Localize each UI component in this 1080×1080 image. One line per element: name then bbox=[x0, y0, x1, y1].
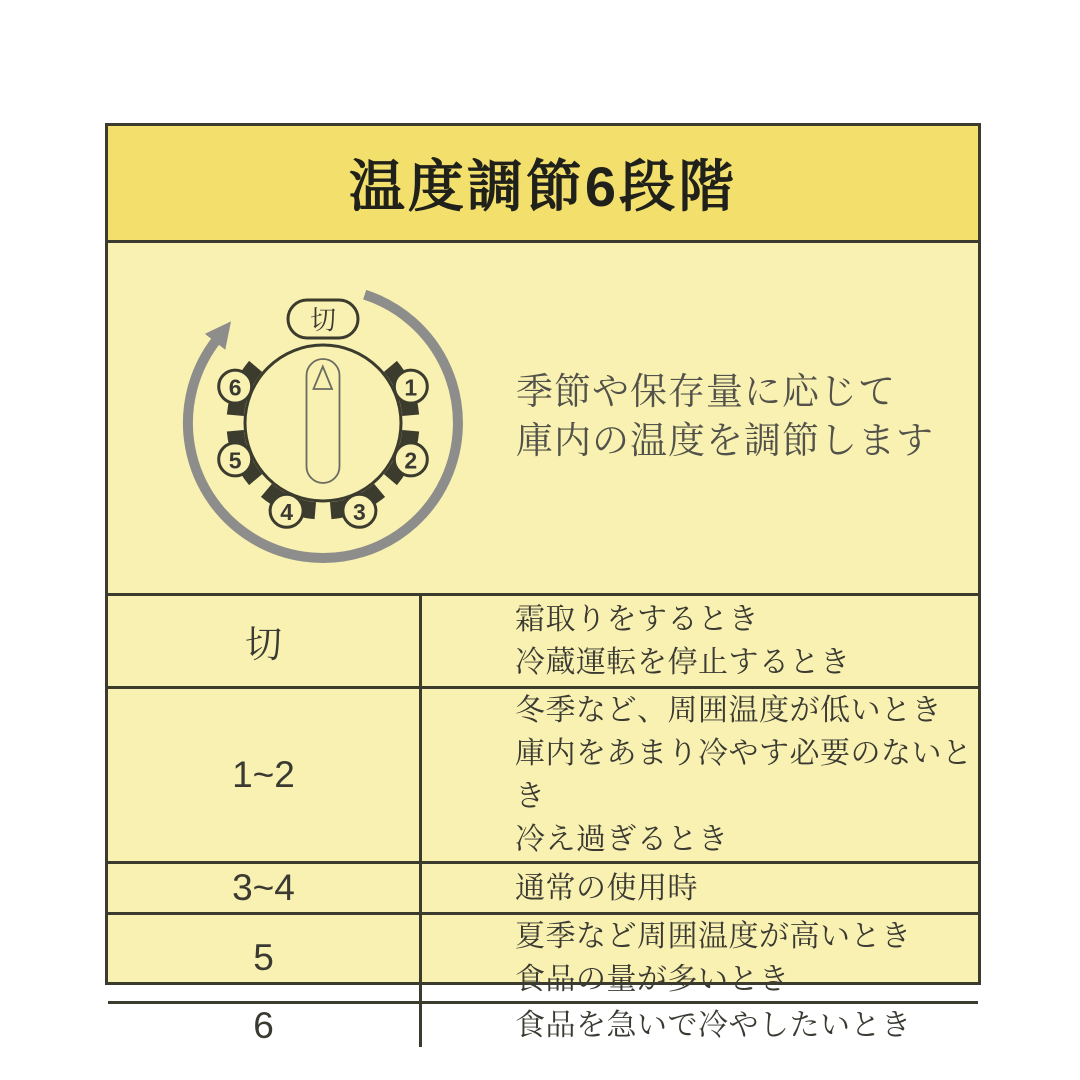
dial-description bbox=[516, 367, 934, 465]
dial-position-5 bbox=[219, 443, 252, 476]
description-line: 通常の使用時 bbox=[515, 871, 698, 905]
off-badge bbox=[288, 300, 358, 338]
setting-label: 1~2 bbox=[108, 689, 422, 861]
dial-position-4 bbox=[270, 494, 303, 527]
dial-position-6 bbox=[219, 370, 252, 403]
dial-number-label: 3 bbox=[353, 498, 366, 525]
dial-description-line: 庫内の温度を調節します bbox=[516, 420, 934, 461]
description-line: 霜取りをするとき bbox=[515, 603, 759, 636]
description-line: 夏季など周囲温度が高いとき bbox=[515, 920, 912, 953]
temperature-dial-diagram bbox=[108, 243, 548, 593]
dial-position-3 bbox=[343, 494, 376, 527]
table-row bbox=[108, 686, 978, 861]
setting-description bbox=[422, 915, 978, 1001]
description-line: 冷え過ぎるとき bbox=[515, 823, 729, 856]
page-title: 温度調節6段階 bbox=[348, 155, 738, 218]
setting-description bbox=[422, 1004, 978, 1047]
description-line: 冷蔵運転を停止するとき bbox=[515, 646, 851, 679]
dial-number-label: 6 bbox=[228, 374, 242, 401]
dial-position-1 bbox=[394, 370, 427, 403]
dial-description-line: 季節や保存量に応じて bbox=[516, 371, 896, 412]
setting-description bbox=[422, 689, 978, 861]
dial-section bbox=[108, 243, 978, 593]
dial-number-label: 2 bbox=[404, 447, 418, 474]
settings-table bbox=[108, 593, 978, 1047]
table-row bbox=[108, 1001, 978, 1047]
off-badge-label: 切 bbox=[309, 305, 337, 335]
table-row bbox=[108, 861, 978, 912]
setting-description bbox=[422, 864, 978, 912]
title-banner bbox=[108, 126, 978, 243]
setting-label: 切 bbox=[108, 596, 422, 686]
dial-position-2 bbox=[394, 443, 427, 476]
setting-label: 5 bbox=[108, 915, 422, 1001]
description-line: 冬季など、周囲温度が低いとき bbox=[515, 694, 942, 727]
dial-number-label: 4 bbox=[280, 498, 293, 525]
table-row bbox=[108, 593, 978, 686]
dial-number-label: 1 bbox=[404, 374, 418, 401]
table-row bbox=[108, 912, 978, 1001]
setting-description bbox=[422, 596, 978, 686]
dial-number-label: 5 bbox=[228, 447, 242, 474]
description-line: 庫内をあまり冷やす必要のないとき bbox=[515, 737, 973, 813]
temperature-guide-panel bbox=[105, 123, 981, 1046]
setting-label: 3~4 bbox=[108, 864, 422, 912]
description-line: 食品を急いで冷やしたいとき bbox=[515, 1009, 912, 1042]
setting-label: 6 bbox=[108, 1004, 422, 1047]
description-line: 食品の量が多いとき bbox=[515, 963, 790, 996]
